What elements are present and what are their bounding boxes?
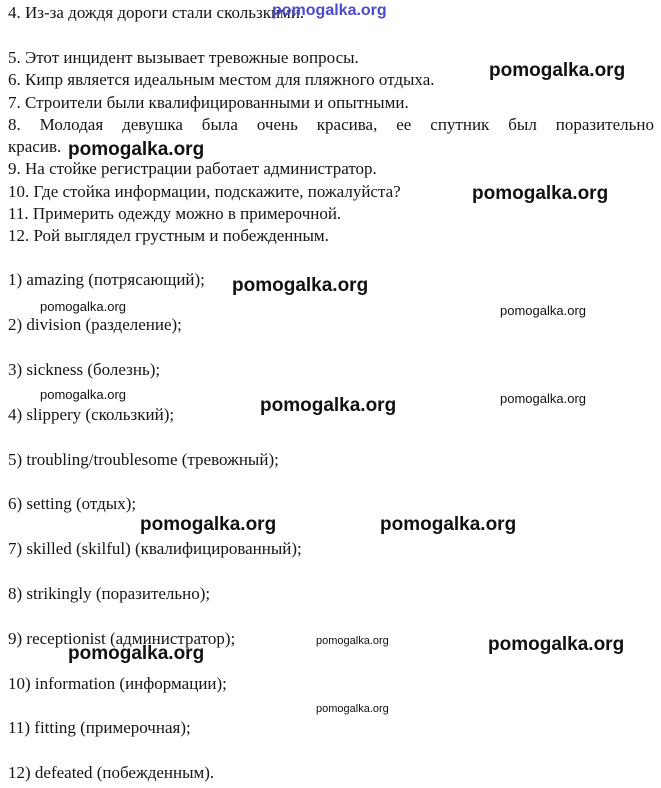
sentence-12: 12. Рой выглядел грустным и побежденным. [8, 226, 329, 245]
watermark-small: pomogalka.org [40, 387, 126, 402]
watermark-small: pomogalka.org [500, 303, 586, 318]
watermark: pomogalka.org [472, 183, 609, 204]
sentence-4: 4. Из-за дождя дороги стали скользкими. [8, 3, 305, 22]
sentence-9: 9. На стойке регистрации работает администратор. [8, 159, 377, 178]
watermark: pomogalka.org [260, 395, 397, 416]
watermark: pomogalka.org [68, 643, 205, 664]
watermark: pomogalka.org [68, 139, 205, 160]
watermark: pomogalka.org [232, 275, 369, 296]
sentence-11: 11. Примерить одежду можно в примерочной. [8, 204, 342, 223]
sentence-5: 5. Этот инцидент вызывает тревожные вопросы. [8, 48, 359, 67]
sentence-6: 6. Кипр является идеальным местом для пляжного отдыха. [8, 70, 435, 89]
watermark-small: pomogalka.org [316, 635, 389, 647]
sentence-8: 8. Молодая девушка была очень красива, ее спутник был поразительно [8, 115, 654, 134]
answer-10: 10) information (информации); [8, 674, 227, 693]
watermark-small: pomogalka.org [316, 703, 389, 715]
sentence-8-continued: красив. [8, 137, 62, 156]
answer-4: 4) slippery (скользкий); [8, 405, 175, 424]
answer-9: 9) receptionist (администратор); [8, 629, 236, 648]
watermark: pomogalka.org [140, 514, 277, 535]
watermark-top: pomogalka.org [272, 2, 387, 19]
answer-7: 7) skilled (skilful) (квалифицированный); [8, 539, 302, 558]
watermark: pomogalka.org [488, 634, 625, 655]
answer-5: 5) troubling/troublesome (тревожный); [8, 450, 279, 469]
sentence-10: 10. Где стойка информации, подскажите, пожалуйста? [8, 182, 401, 201]
answer-11: 11) fitting (примерочная); [8, 718, 191, 737]
watermark-small: pomogalka.org [40, 299, 126, 314]
answer-1: 1) amazing (потрясающий); [8, 270, 205, 289]
answer-2: 2) division (разделение); [8, 315, 182, 334]
watermark: pomogalka.org [380, 514, 517, 535]
sentence-7: 7. Строители были квалифицированными и опытными. [8, 93, 409, 112]
answer-3: 3) sickness (болезнь); [8, 360, 161, 379]
answer-8: 8) strikingly (поразительно); [8, 584, 211, 603]
watermark: pomogalka.org [489, 60, 626, 81]
watermark-small: pomogalka.org [500, 391, 586, 406]
answer-12: 12) defeated (побежденным). [8, 763, 215, 782]
answer-6: 6) setting (отдых); [8, 494, 137, 513]
